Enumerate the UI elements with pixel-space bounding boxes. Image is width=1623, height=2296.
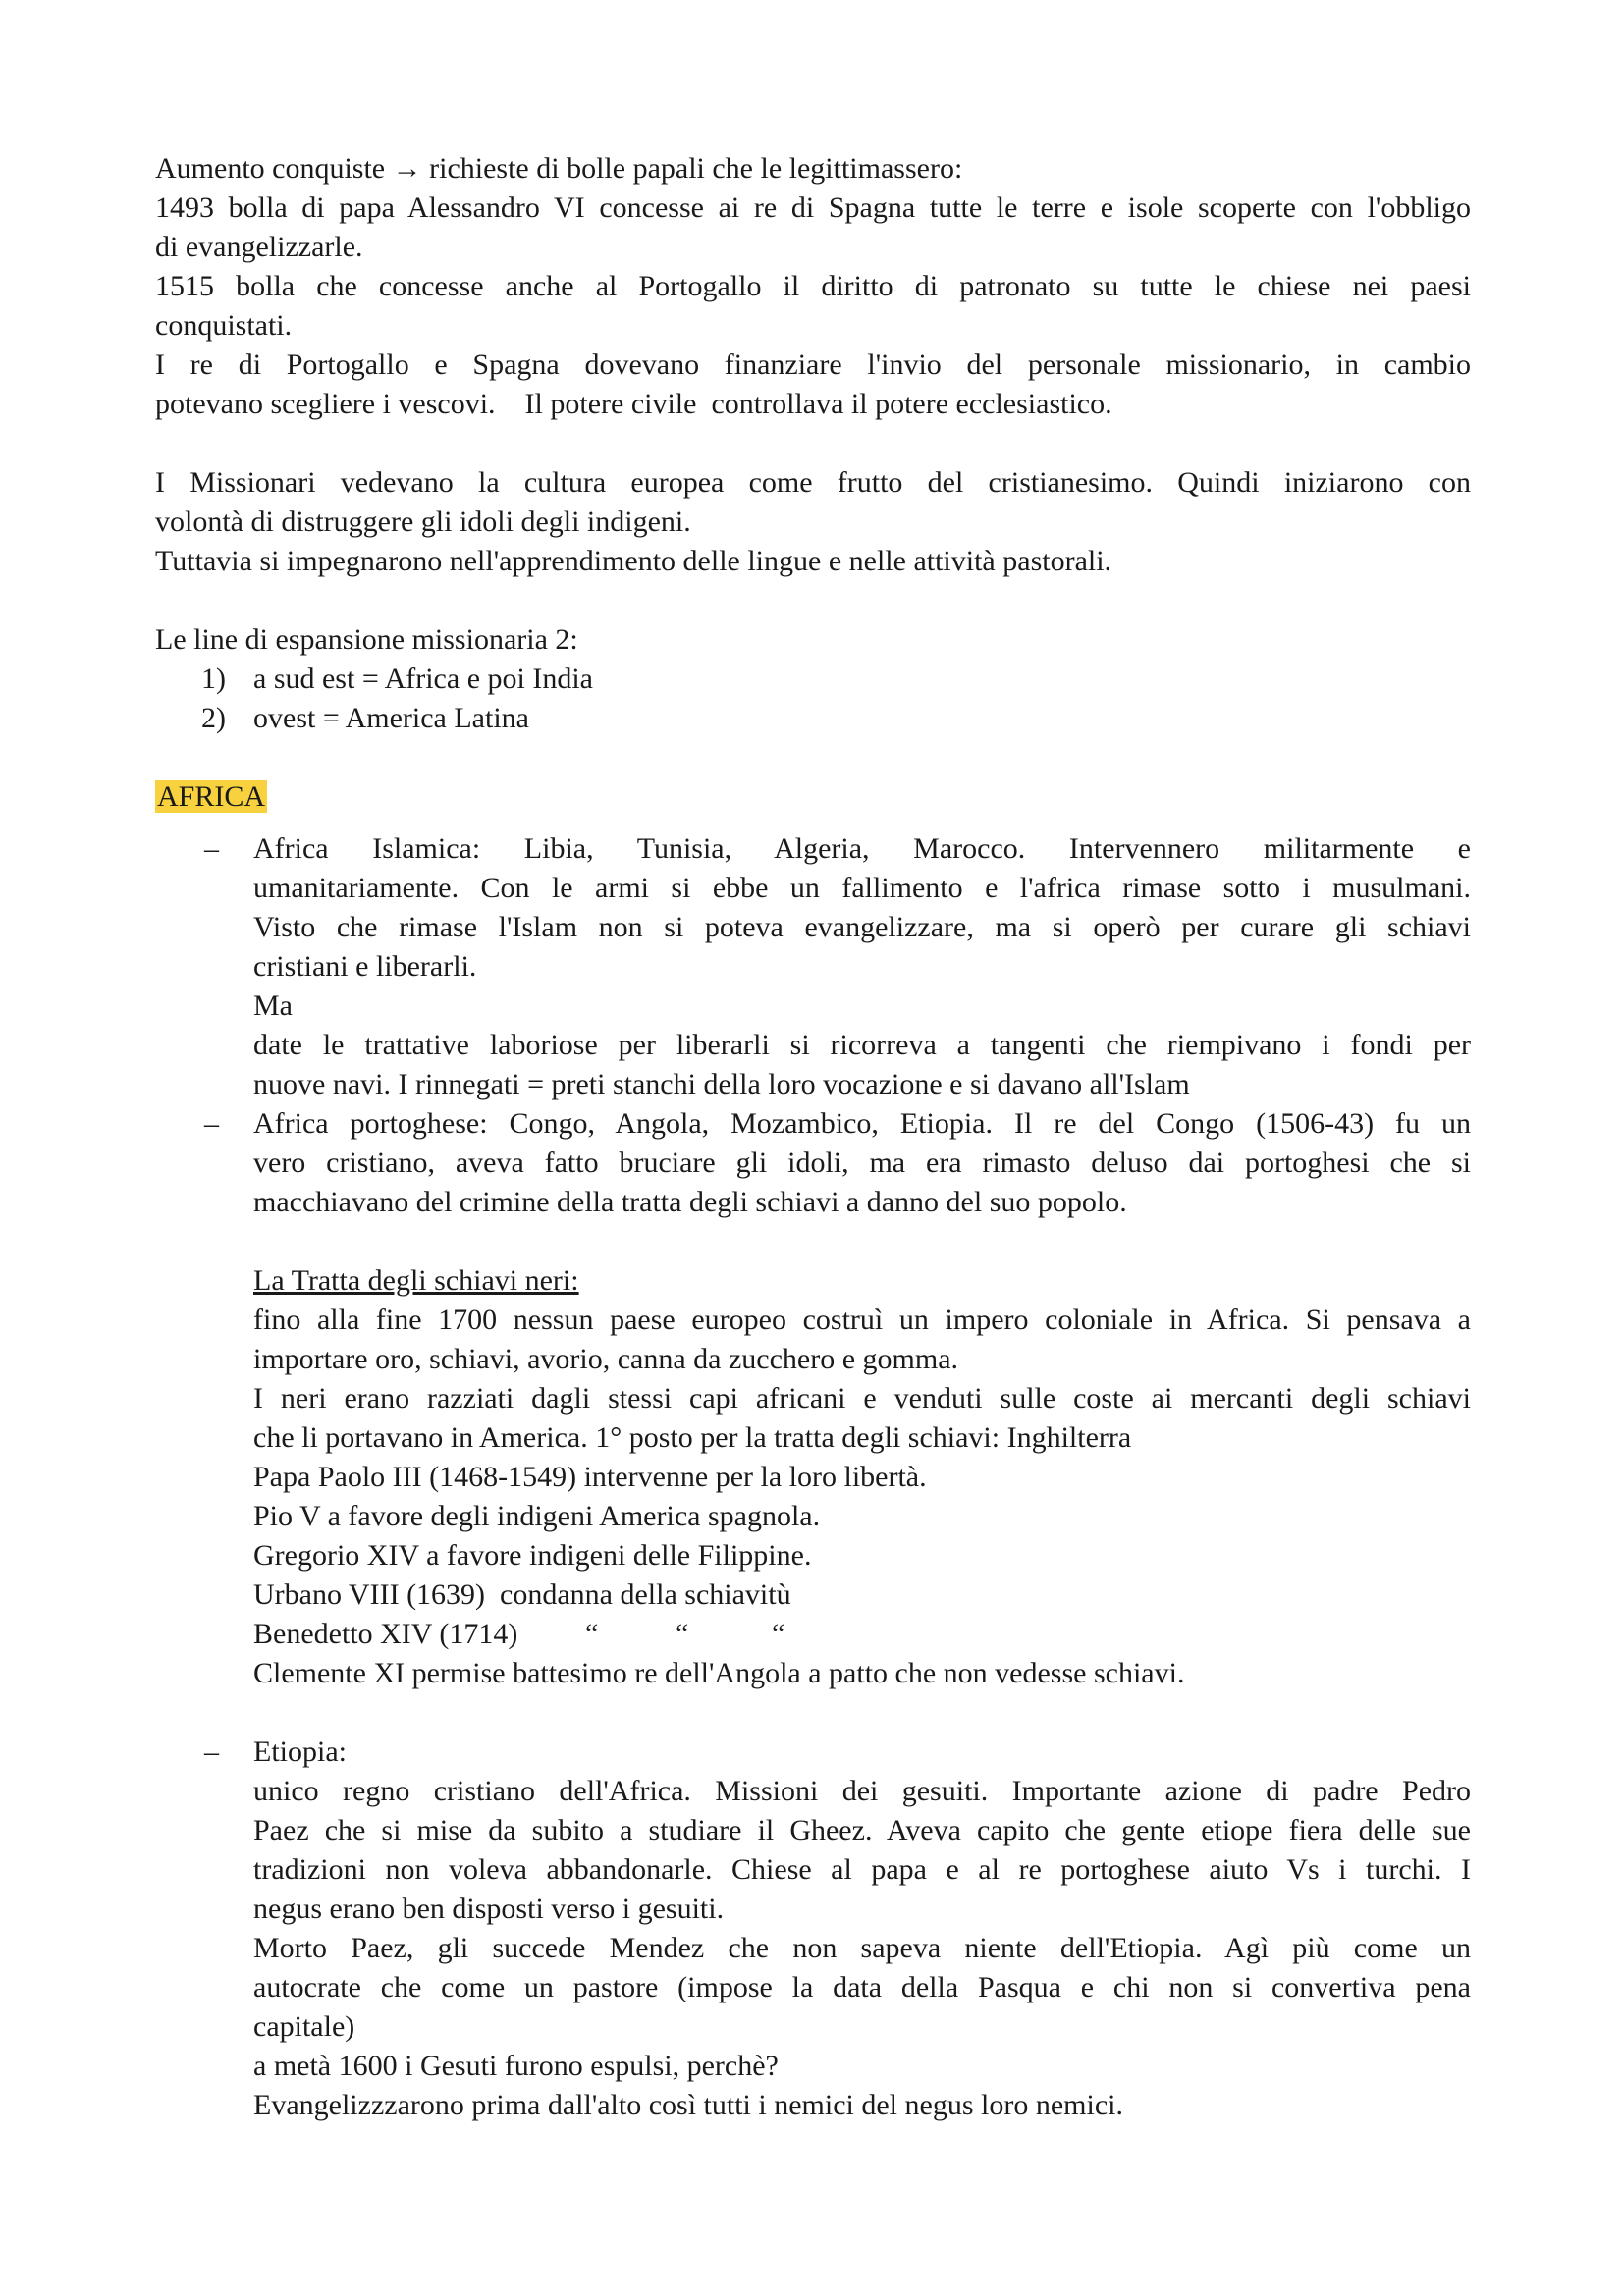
tratta-line-9-text: Benedetto XIV (1714) [253,1618,518,1650]
tratta-title [253,1261,1471,1301]
list-number: 1) [201,663,226,695]
intro-line-6: I re di Portogallo e Spagna dovevano finanziare l'invio del personale missionario, in cambio [155,348,1471,381]
etiopia-line-6: autocrate che come un pastore (impose la data della Pasqua e chi non si convertiva pena [253,1971,1471,2003]
portoghese-line-2: vero cristiano, aveva fatto bruciare gli idoli, ma era rimasto deluso dai portoghesi che si [253,1147,1471,1179]
islamica-line-2: umanitariamente. Con le armi si ebbe un fallimento e l'africa rimase sotto i musulmani. [253,872,1471,904]
etiopia-line-5: Morto Paez, gli succede Mendez che non sapeva niente dell'Etiopia. Agì più come un [253,1932,1471,1964]
islamica-line-3: Visto che rimase l'Islam non si poteva evangelizzare, ma si operò per curare gli schiavi [253,911,1471,943]
tratta-line-6: Pio V a favore degli indigeni America spagnola. [253,1500,821,1532]
etiopia-line-1: unico regno cristiano dell'Africa. Missioni dei gesuiti. Importante azione di padre Pedro [253,1775,1471,1807]
etiopia-line-4: negus erano ben disposti verso i gesuiti. [253,1893,725,1925]
tratta-line-9 [253,1615,1471,1654]
ditto-mark: “ [676,1618,689,1650]
intro-line-2: 1493 bolla di papa Alessandro VI concesse ai re di Spagna tutte le terre e isole scoperte con l'obbligo [155,191,1471,224]
etiopia-line-9: Evangelizzzarono prima dall'alto così tutti i nemici del negus loro nemici. [253,2089,1123,2121]
intro-line-1: Aumento conquiste → richieste di bolle papali che le legittimassero: [155,152,963,185]
islamica-line-4: cristiani e liberarli. [253,950,477,983]
bullet-dash: – [204,832,219,865]
intro-line-3: di evangelizzarle. [155,231,363,263]
missionari-line-3: Tuttavia si impegnarono nell'apprendimento delle lingue e nelle attività pastorali. [155,545,1112,577]
intro-line-4: 1515 bolla che concesse anche al Portogallo il diritto di patronato su tutte le chiese nei paesi [155,270,1471,302]
etiopia-line-8: a metà 1600 i Gesuti furono espulsi, perchè? [253,2050,779,2082]
etiopia-line-7: capitale) [253,2010,355,2043]
islamica-line-6: date le trattative laboriose per liberarli si ricorreva a tangenti che riempivano i fondi per [253,1029,1471,1061]
africa-heading [155,777,1471,817]
tratta-line-8: Urbano VIII (1639) condanna della schiavitù [253,1578,791,1611]
tratta-line-5: Papa Paolo III (1468-1549) intervenne per la loro libertà. [253,1461,927,1493]
intro-line-7: potevano scegliere i vescovi. Il potere civile controllava il potere ecclesiastico. [155,388,1112,420]
list-item: a sud est = Africa e poi India [253,663,593,695]
ditto-mark: “ [772,1618,785,1650]
list-item: ovest = America Latina [253,702,529,734]
bullet-dash: – [204,1107,219,1140]
tratta-line-2: importare oro, schiavi, avorio, canna da zucchero e gomma. [253,1343,959,1375]
missionari-line-1: I Missionari vedevano la cultura europea come frutto del cristianesimo. Quindi iniziarono con [155,466,1471,499]
africa-heading-text: AFRICA [157,780,266,813]
islamica-line-7: nuove navi. I rinnegati = preti stanchi della loro vocazione e si davano all'Islam [253,1068,1190,1100]
islamica-line-5: Ma [253,989,293,1022]
etiopia-line-3: tradizioni non voleva abbandonarle. Chiese al papa e al re portoghese aiuto Vs i turchi. I [253,1853,1471,1886]
portoghese-line-3: macchiavano del crimine della tratta degli schiavi a danno del suo popolo. [253,1186,1127,1218]
islamica-line-1: Africa Islamica: Libia, Tunisia, Algeria, Marocco. Intervennero militarmente e [253,832,1471,865]
bullet-dash: – [204,1735,219,1768]
tratta-line-1: fino alla fine 1700 nessun paese europeo costruì un impero coloniale in Africa. Si pensava a [253,1304,1471,1336]
linee-title: Le line di espansione missionaria 2: [155,623,578,656]
tratta-line-3: I neri erano razziati dagli stessi capi africani e venduti sulle coste ai mercanti degli schiavi [253,1382,1471,1415]
missionari-line-2: volontà di distruggere gli idoli degli indigeni. [155,506,691,538]
ditto-mark: “ [585,1618,599,1650]
list-number: 2) [201,702,226,734]
tratta-title-text: La Tratta degli schiavi neri: [253,1264,579,1297]
tratta-line-7: Gregorio XIV a favore indigeni delle Filippine. [253,1539,812,1572]
etiopia-line-2: Paez che si mise da subito a studiare il Gheez. Aveva capito che gente etiope fiera delle sue [253,1814,1471,1846]
intro-line-5: conquistati. [155,309,293,342]
etiopia-title: Etiopia: [253,1735,347,1768]
tratta-line-10: Clemente XI permise battesimo re dell'Angola a patto che non vedesse schiavi. [253,1657,1185,1689]
tratta-line-4: che li portavano in America. 1° posto per la tratta degli schiavi: Inghilterra [253,1421,1132,1454]
portoghese-line-1: Africa portoghese: Congo, Angola, Mozambico, Etiopia. Il re del Congo (1506-43) fu un [253,1107,1471,1140]
